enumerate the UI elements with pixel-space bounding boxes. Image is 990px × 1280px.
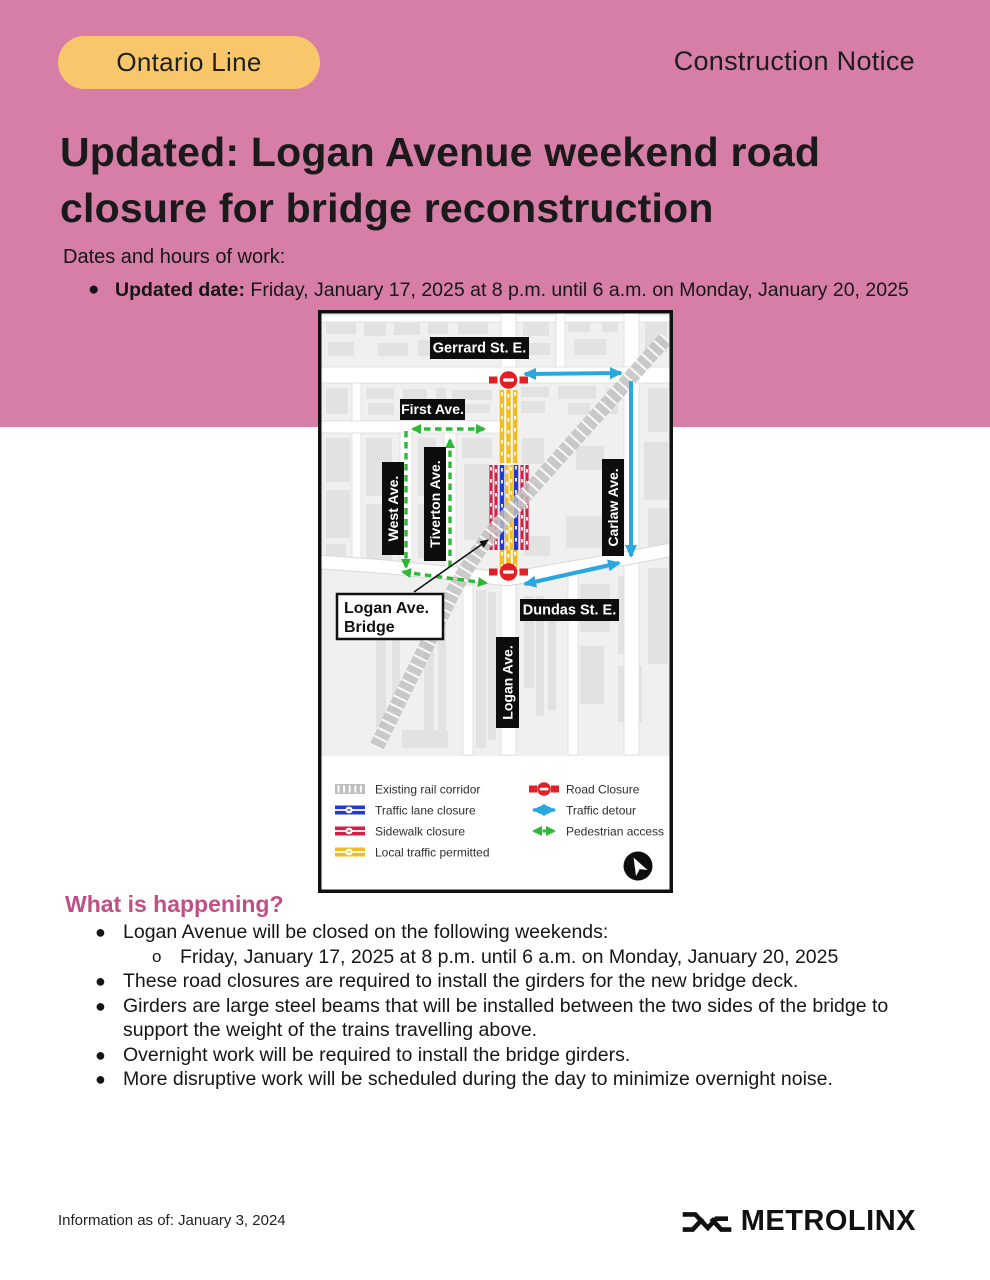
updated-date-label: Updated date: xyxy=(115,279,246,301)
local-traffic-permitted-swatch xyxy=(335,848,365,857)
road-closure-swatch xyxy=(529,782,559,796)
street-label-first: First Ave. xyxy=(401,401,464,417)
metrolinx-logo xyxy=(681,1205,916,1238)
updated-date-value: Friday, January 17, 2025 at 8 p.m. until 6 a.m. on Monday, January 20, 2025 xyxy=(245,279,909,301)
street-label-carlaw: Carlaw Ave. xyxy=(605,468,621,547)
map-svg xyxy=(318,310,673,893)
legend-label-detour: Traffic detour xyxy=(566,803,637,818)
bridge-label-line2: Bridge xyxy=(344,619,395,636)
bullet-item xyxy=(95,1067,955,1092)
bullet-dot: ● xyxy=(95,922,106,942)
legend-label-pedestrian: Pedestrian access xyxy=(566,824,665,839)
bullet-item xyxy=(95,920,955,945)
bullet-text: Girders are large steel beams that will be installed between the two sides of the bridge to support the weight of the trains travelling above. xyxy=(123,994,889,1041)
sub-bullet-marker: o xyxy=(152,946,162,966)
traffic-lane-closure-swatch xyxy=(335,806,365,815)
footer-info-text: Information as of: January 3, 2024 xyxy=(58,1212,286,1229)
bullet-text: Logan Avenue will be closed on the following weekends: xyxy=(123,921,609,943)
north-arrow-icon xyxy=(624,852,653,881)
bullet-dot: ● xyxy=(95,1069,106,1089)
bullet-item xyxy=(95,1043,955,1068)
bullet-dot: ● xyxy=(95,1044,106,1065)
street-label-dundas: Dundas St. E. xyxy=(522,602,617,619)
street-label-tiverton: Tiverton Ave. xyxy=(427,460,443,548)
updated-date-text xyxy=(115,279,909,302)
updated-date-bullet xyxy=(88,279,958,302)
ontario-line-badge xyxy=(58,36,320,89)
map-legend xyxy=(335,782,664,880)
dates-heading: Dates and hours of work: xyxy=(63,246,286,268)
bullet-item xyxy=(95,969,955,994)
street-label-logan: Logan Ave. xyxy=(499,645,516,720)
construction-map xyxy=(318,310,673,893)
happening-heading: What is happening? xyxy=(65,891,284,917)
bullet-text: These road closures are required to install the girders for the new bridge deck. xyxy=(123,970,799,992)
ontario-line-badge-label: Ontario Line xyxy=(116,47,262,77)
legend-label-rail: Existing rail corridor xyxy=(375,782,481,797)
bullet-dot: ● xyxy=(95,971,106,991)
bullet-dot: ● xyxy=(88,279,100,300)
notice-type-label: Construction Notice xyxy=(673,46,915,76)
happening-bullet-list xyxy=(95,920,955,1092)
legend-label-lane-closure: Traffic lane closure xyxy=(375,803,476,818)
metrolinx-wordmark: METROLINX xyxy=(740,1205,916,1237)
legend-label-local-traffic: Local traffic permitted xyxy=(375,845,490,860)
legend-label-road-closure: Road Closure xyxy=(566,782,640,797)
sub-bullet-text: Friday, January 17, 2025 at 8 p.m. until 6 a.m. on Monday, January 20, 2025 xyxy=(180,945,839,968)
metrolinx-logo-icon xyxy=(681,1206,733,1238)
bullet-text: Overnight work will be required to install the bridge girders. xyxy=(123,1043,631,1066)
rail-corridor-swatch xyxy=(335,784,365,794)
sidewalk-closure-swatch xyxy=(335,827,365,836)
legend-label-sidewalk-closure: Sidewalk closure xyxy=(375,824,466,839)
page-title: Updated: Logan Avenue weekend road closure for bridge reconstruction xyxy=(60,129,821,231)
street-label-west: West Ave. xyxy=(385,475,401,542)
bullet-text: More disruptive work will be scheduled during the day to minimize overnight noise. xyxy=(123,1068,833,1090)
bullet-item xyxy=(95,994,955,1043)
street-label-gerrard: Gerrard St. E. xyxy=(432,340,527,357)
bullet-dot: ● xyxy=(95,995,106,1016)
sub-bullet-item xyxy=(152,945,955,970)
bridge-label-line1: Logan Ave. xyxy=(344,600,430,617)
